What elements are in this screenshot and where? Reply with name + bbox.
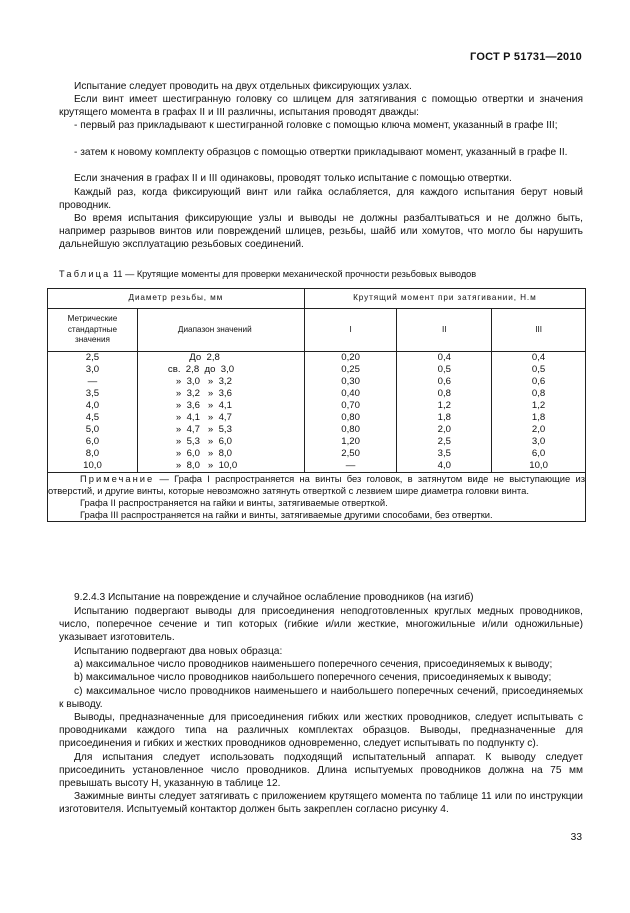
col-II-header: II [397,309,492,352]
table-caption [59,268,589,281]
table-cell-range: » 8,0 » 10,0 [167,460,238,471]
torque-table [47,288,586,522]
table-column-header-row [48,309,586,352]
table-cell-metric: 4,0 [85,400,100,411]
section-item-a: а) максимальное число проводников наименьшего поперечного сечения, присоединяемых к выводу; [74,659,553,670]
table-cell-ii: 4,0 [437,460,451,471]
table-cell-iii: 0,5 [531,364,546,375]
table-cell-range: » 3,2 » 3,6 [167,388,232,399]
table-cell-metric: 3,5 [85,388,100,399]
table-cell-metric: 10,0 [83,460,102,471]
table-cell-metric: 4,5 [85,412,100,423]
table-cell-ii: 1,2 [437,400,451,411]
table-note [48,473,586,522]
col-metric-header: Метрические стандартные значения [48,309,138,352]
document-code: ГОСТ Р 51731—2010 [470,51,582,63]
table-cell-metric: — [87,376,98,387]
table-cell-iii: 1,2 [531,400,546,411]
table-cell-range: » 3,6 » 4,1 [167,400,232,411]
metric-column [48,352,138,473]
table-cell-ii: 2,0 [437,424,451,435]
section-paragraph-6: Выводы, предназначенные для присоединения гибких или жестких проводников, следует испытывать с проводниками каждого типа на различных комплектах образцов. Выводы, предназначенные для присоединения и гибких и жестких проводников одновременно, следует испытывать по подпункту с). [59,712,583,750]
paragraph-second-screwdriver: - затем к новому комплекту образцов с помощью отвертки прикладывают момент, указанный в графе II. [74,147,568,158]
table-cell-i: 0,80 [341,412,360,423]
section-heading: 9.2.4.3 Испытание на повреждение и случайное ослабление проводников (на изгиб) [74,592,474,603]
table-cell-ii: 1,8 [437,412,451,423]
paragraph-equal-values: Если значения в графах II и III одинаковы, проводят только испытание с помощью отвертки. [74,173,512,184]
section-item-c: с) максимальное число проводников наименьшего и наибольшего поперечных сечений, присоединяемых к выводу. [59,686,583,711]
paragraph-no-loosening: Во время испытания фиксирующие узлы и выводы не должны разбалтываться и не должно быть, например разрывов винтов или повреждений шлицев, резьбы, шайб или хомутов, что могло бы нарушить дальнейшую эксплуатацию резьбовых соединений. [59,213,583,251]
table-cell-iii: 3,0 [531,436,546,447]
table-cell-i: — [345,460,356,471]
table-cell-metric: 6,0 [85,436,100,447]
table-cell-metric: 5,0 [85,424,100,435]
table-cell-ii: 0,8 [437,388,451,399]
section-paragraph-2: Испытанию подвергают два новых образца: [74,646,283,657]
table-cell-i: 0,40 [341,388,360,399]
table-cell-range: св. 2,8 до 3,0 [167,364,235,375]
table-cell-ii: 3,5 [437,448,451,459]
table-cell-metric: 8,0 [85,448,100,459]
section-paragraph-7: Для испытания следует использовать подходящий испытательный аппарат. К выводу следует присоединить установленное число проводников. Длина испытуемых проводников должна на 75 мм превышать высоту Н, указанную в таблице 12. [59,752,583,790]
table-cell-i: 0,70 [341,400,360,411]
group-diameter-header: Диаметр резьбы, мм [48,289,305,309]
section-paragraph-8: Зажимные винты следует затягивать с приложением крутящего момента по таблице 11 или по инструкции изготовителя. Испытуемый контактор должен быть закреплен согласно рисунку 4. [59,791,583,816]
paragraph-new-conductor: Каждый раз, когда фиксирующий винт или гайка ослабляется, для каждого испытания берут новый проводник. [59,187,583,212]
table-caption-word: Таблица [59,269,111,279]
table-note-row [48,473,586,522]
table-cell-ii: 0,6 [437,376,451,387]
table-cell-iii: 0,8 [531,388,546,399]
table-cell-iii: 1,8 [531,412,546,423]
paragraph-two-units: Испытание следует проводить на двух отдельных фиксирующих узлах. [74,81,412,92]
table-cell-i: 1,20 [341,436,360,447]
table-cell-range: До 2,8 [167,352,220,363]
torque-I-column [304,352,397,473]
note-text-2: Графа II распространяется на гайки и винты, затягиваемые отверткой. [80,497,388,508]
table-cell-i: 0,80 [341,424,360,435]
section-paragraph-1: Испытанию подвергают выводы для присоединения неподготовленных круглых медных проводников, число, поперечное сечение и тип которых (гибкие и/или жесткие, многожильные и/или одножильные) указывает изготовитель. [59,606,583,644]
note-text-3: Графа III распространяется на гайки и винты, затягиваемые другими способами, без отвертки. [80,509,493,520]
table-cell-iii: 10,0 [529,460,548,471]
table-cell-iii: 6,0 [531,448,546,459]
note-word: Примечание [80,473,155,484]
group-torque-header: Крутящий момент при затягивании, Н.м [304,289,585,309]
table-cell-range: » 5,3 » 6,0 [167,436,232,447]
table-cell-ii: 0,5 [437,364,451,375]
table-cell-i: 0,20 [341,352,360,363]
table-cell-metric: 3,0 [85,364,100,375]
table-cell-range: » 3,0 » 3,2 [167,376,232,387]
table-cell-i: 0,25 [341,364,360,375]
table-cell-i: 0,30 [341,376,360,387]
table-cell-iii: 0,4 [531,352,546,363]
table-cell-range: » 4,1 » 4,7 [167,412,232,423]
table-cell-ii: 2,5 [437,436,451,447]
table-group-header-row [48,289,586,309]
table-cell-i: 2,50 [341,448,360,459]
note-text-1: — Графа I распространяется на винты без головок, в затянутом виде не выступающие из отверстий, и другие винты, которые невозможно затянуть отверткой с лезвием шире диаметра головки винта. [48,473,585,496]
col-range-header: Диапазон значений [137,309,304,352]
table-caption-text: 11 — Крутящие моменты для проверки механической прочности резьбовых выводов [110,269,477,279]
table-cell-range: » 6,0 » 8,0 [167,448,232,459]
table-body-row [48,352,586,473]
range-column [137,352,304,473]
paragraph-first-wrench: - первый раз прикладывают к шестигранной головке с помощью ключа момент, указанный в графе III; [74,120,558,131]
torque-II-column [397,352,492,473]
col-III-header: III [492,309,586,352]
paragraph-hex-head: Если винт имеет шестигранную головку со шлицем для затягивания с помощью отвертки и значения крутящего момента в графах II и III различны, испытания проводят дважды: [59,94,583,119]
table-cell-ii: 0,4 [437,352,451,363]
col-I-header: I [304,309,397,352]
table-cell-range: » 4,7 » 5,3 [167,424,232,435]
table-cell-metric: 2,5 [85,352,100,363]
page-number: 33 [570,832,582,843]
torque-III-column [492,352,586,473]
section-item-b: b) максимальное число проводников наибольшего поперечного сечения, присоединяемых к выводу; [74,672,552,683]
table-cell-iii: 0,6 [531,376,546,387]
table-cell-iii: 2,0 [531,424,546,435]
